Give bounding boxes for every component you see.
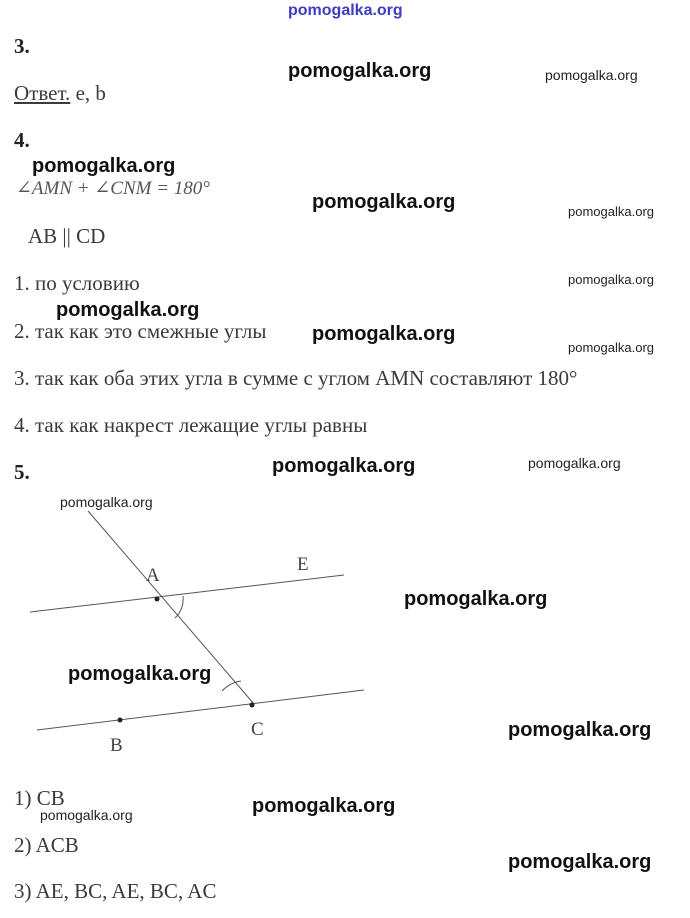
line-bc [37,690,364,730]
answer-3: 3) AE, BC, AE, BC, AC [14,879,217,903]
task-5-number: 5. [14,460,30,484]
watermark: pomogalka.org [312,191,456,213]
top-watermark: pomogalka.org [288,2,403,19]
watermark: pomogalka.org [404,588,548,610]
label-e: E [297,554,309,575]
reason-1: 1. по условию [14,271,140,295]
reason-2: 2. так как это смежные углы [14,319,267,343]
answer-2: 2) ACB [14,833,79,857]
watermark: pomogalka.org [32,155,176,177]
reason-4: 4. так как накрест лежащие углы равны [14,413,368,437]
label-b: B [110,735,123,756]
watermark: pomogalka.org [252,795,396,817]
watermark: pomogalka.org [508,719,652,741]
watermark: pomogalka.org [568,204,654,219]
line-ae [30,575,344,612]
angle-sum-formula: ∠AMN + ∠CNM = 180° [16,178,210,199]
watermark: pomogalka.org [288,60,432,82]
point-c [250,703,255,708]
watermark: pomogalka.org [60,494,153,510]
watermark: pomogalka.org [68,663,212,685]
angle-arc-a [175,596,183,618]
watermark: pomogalka.org [528,455,621,471]
parallel-statement: AB || CD [28,224,106,248]
answer-1: 1) CB [14,786,65,810]
answer-label: Ответ. [14,81,71,105]
watermark: pomogalka.org [312,323,456,345]
point-a [155,597,160,602]
geometry-figure [0,495,400,765]
watermark: pomogalka.org [545,67,638,83]
watermark: pomogalka.org [508,851,652,873]
watermark: pomogalka.org [272,455,416,477]
task-4-number: 4. [14,128,30,152]
label-c: C [251,719,264,740]
point-b [118,718,123,723]
label-a: A [146,565,160,586]
reason-3: 3. так как оба этих угла в сумме с углом AMN составляют 180° [14,366,578,390]
watermark: pomogalka.org [568,272,654,287]
answer-value: e, b [70,81,106,105]
watermark: pomogalka.org [56,299,200,321]
watermark: pomogalka.org [568,340,654,355]
task-3-answer [14,81,106,106]
task-3-number: 3. [14,34,30,58]
watermark: pomogalka.org [40,807,133,823]
